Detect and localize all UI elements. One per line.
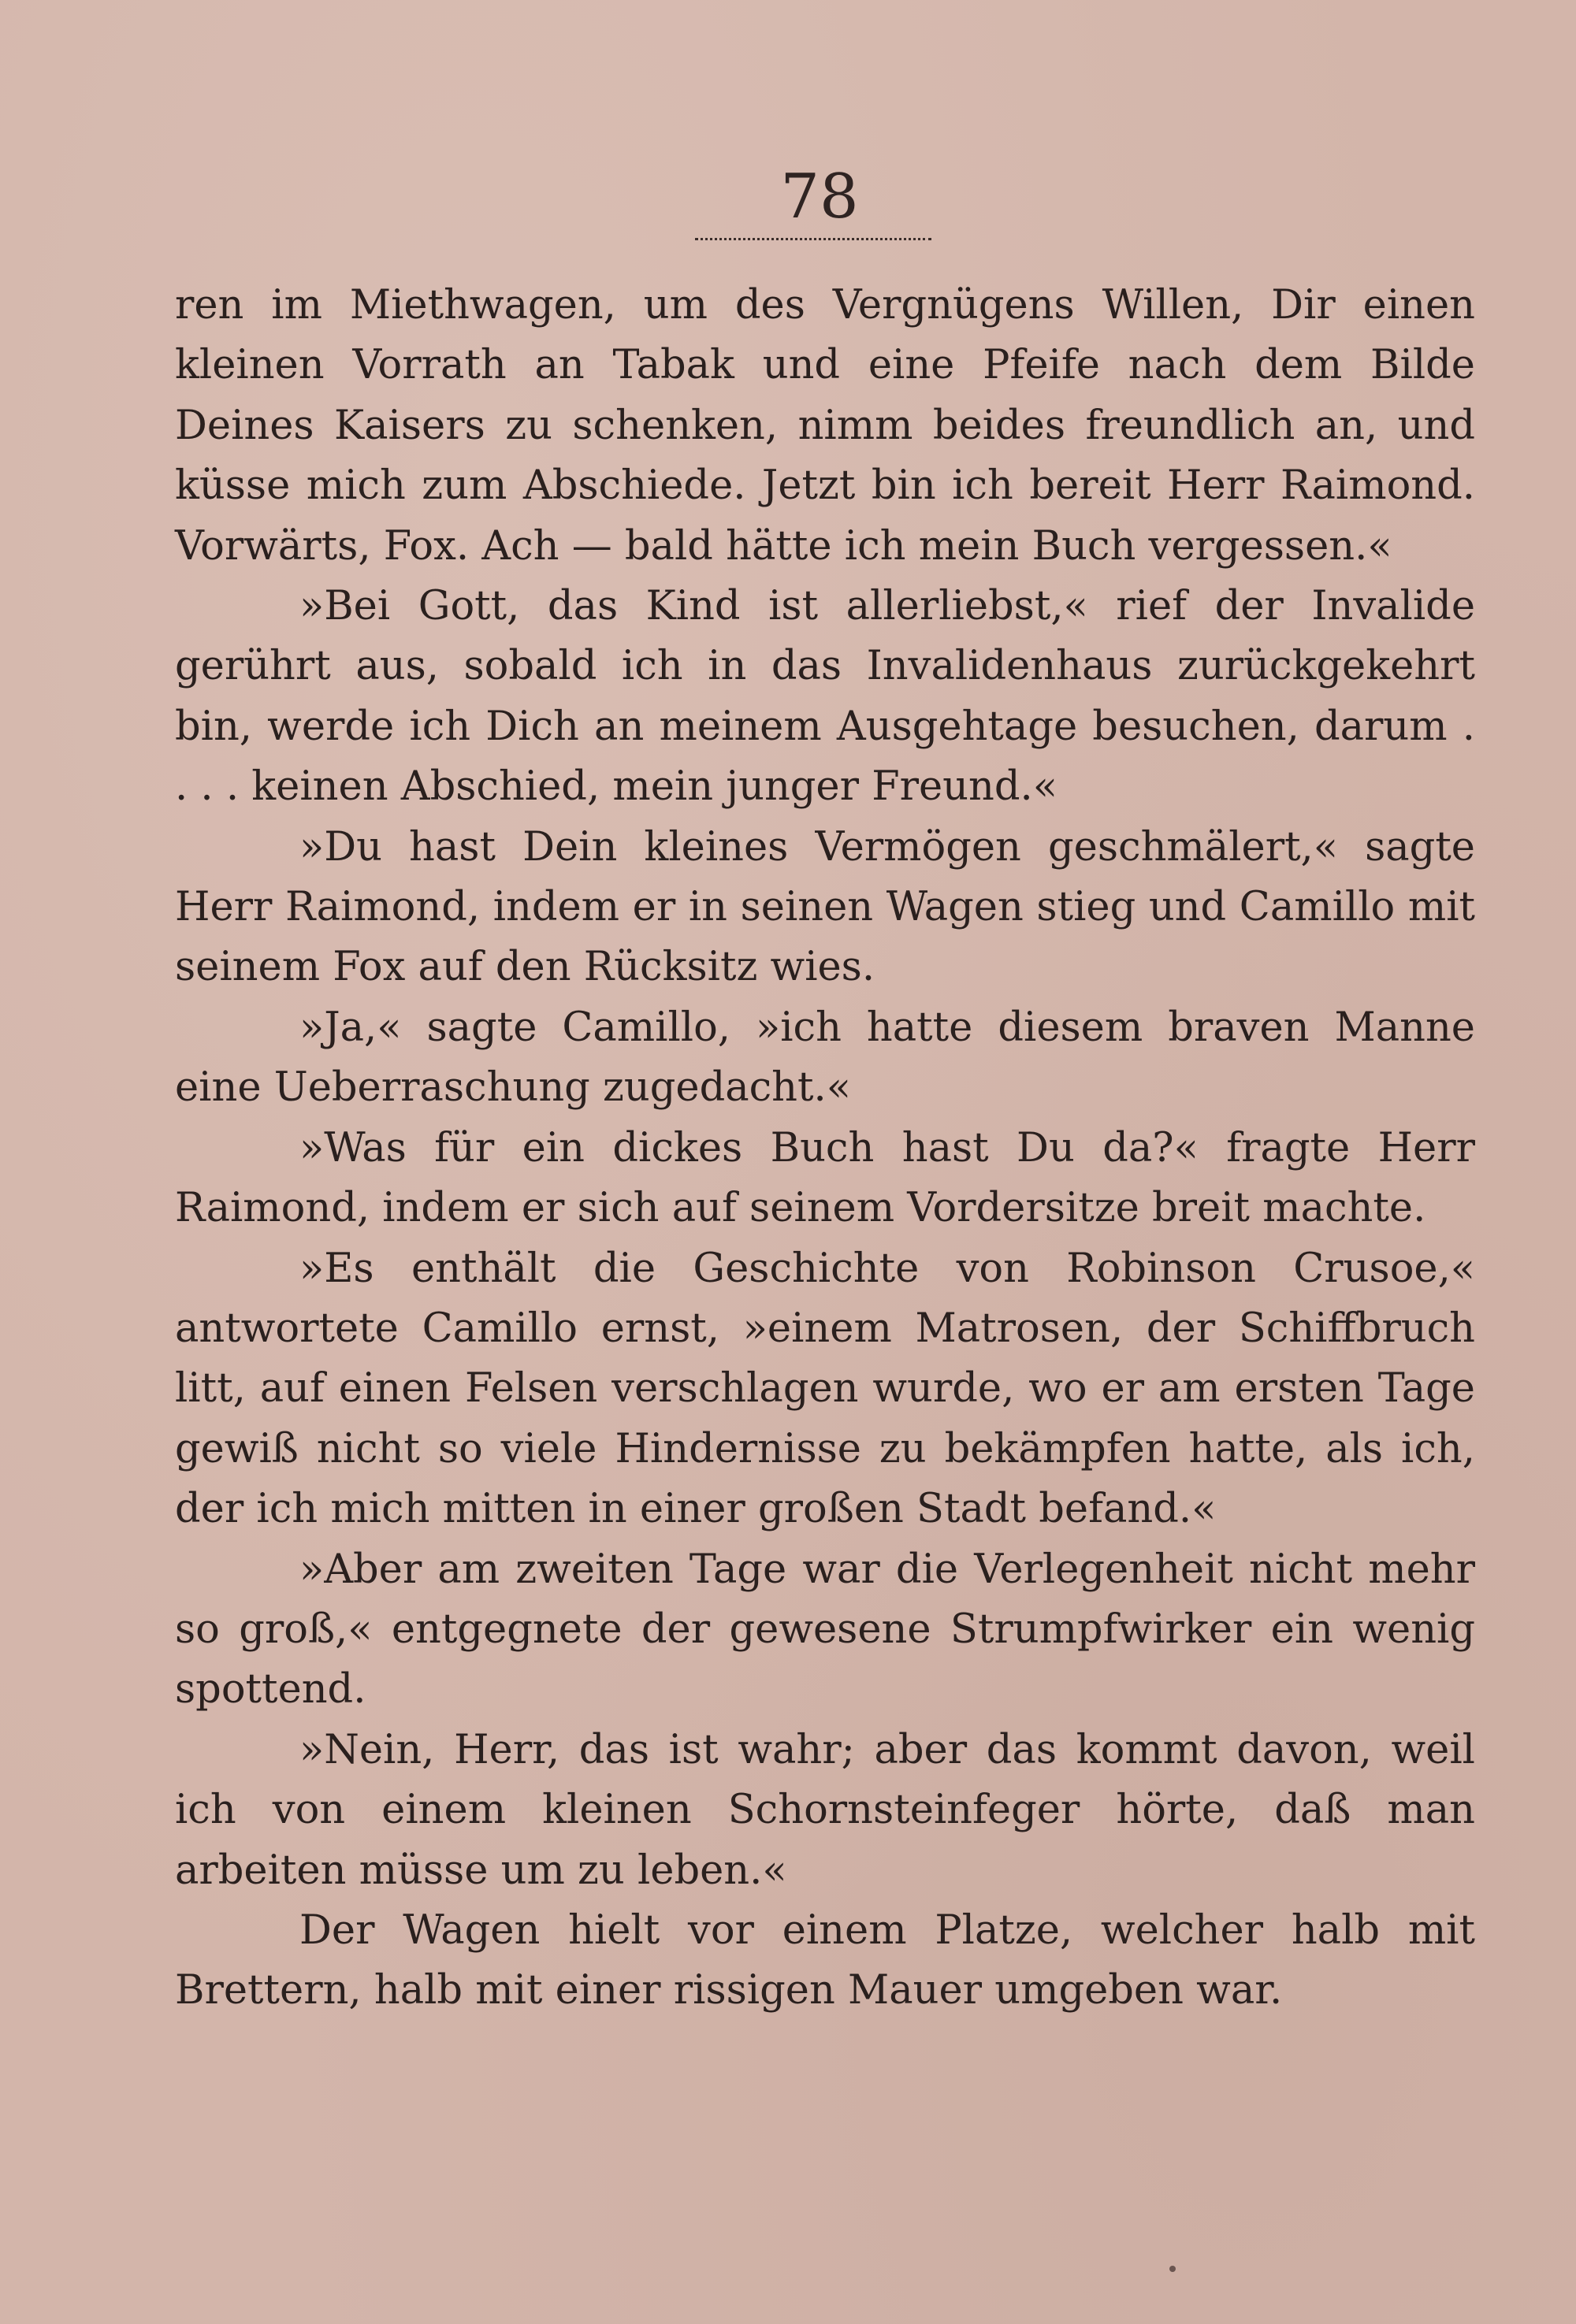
paragraph: »Aber am zweiten Tage war die Verlegenheit nicht mehr so groß,« entgegnete der gewesene Strumpfwirker ein wenig spottend. xyxy=(175,1546,1475,1713)
paragraph: »Was für ein dickes Buch hast Du da?« fragte Herr Raimond, indem er sich auf seinem Vordersitze breit machte. xyxy=(175,1124,1475,1232)
paragraph: ren im Miethwagen, um des Vergnügens Willen, Dir einen kleinen Vorrath an Tabak und eine Pfeife nach dem Bilde Deines Kaisers zu schenken, nimm beides freundlich an, und küsse mich zum Abschiede. Jetzt bin ich bereit Herr Raimond. Vorwärts, Fox. Ach — bald hätte ich mein Buch vergessen.« xyxy=(175,282,1475,570)
paragraph: »Es enthält die Geschichte von Robinson Crusoe,« antwortete Camillo ernst, »einem Matrosen, der Schiffbruch litt, auf einen Felsen verschlagen wurde, wo er am ersten Tage gewiß nicht so viele Hindernisse zu bekämpfen hatte, als ich, der ich mich mitten in einer großen Stadt befand.« xyxy=(175,1245,1475,1533)
paragraph: »Bei Gott, das Kind ist allerliebst,« rief der Invalide gerührt aus, sobald ich in das Invalidenhaus zurückgekehrt bin, werde ich Dich an meinem Ausgehtage besuchen, darum . . . . keinen Abschied, mein junger Freund.« xyxy=(175,583,1475,811)
page-number-rule xyxy=(695,238,931,240)
paper-speck xyxy=(1169,2266,1176,2272)
body-text xyxy=(175,276,1475,2021)
paragraph: »Du hast Dein kleines Vermögen geschmälert,« sagte Herr Raimond, indem er in seinen Wagen stieg und Camillo mit seinem Fox auf den Rücksitz wies. xyxy=(175,823,1475,991)
page-number: 78 xyxy=(780,161,859,232)
paragraph: »Nein, Herr, das ist wahr; aber das kommt davon, weil ich von einem kleinen Schornsteinfeger hörte, daß man arbeiten müsse um zu leben.« xyxy=(175,1726,1475,1894)
paragraph: Der Wagen hielt vor einem Platze, welcher halb mit Brettern, halb mit einer rissigen Mauer umgeben war. xyxy=(175,1906,1475,2014)
paragraph: »Ja,« sagte Camillo, »ich hatte diesem braven Manne eine Ueberraschung zugedacht.« xyxy=(175,1004,1475,1112)
